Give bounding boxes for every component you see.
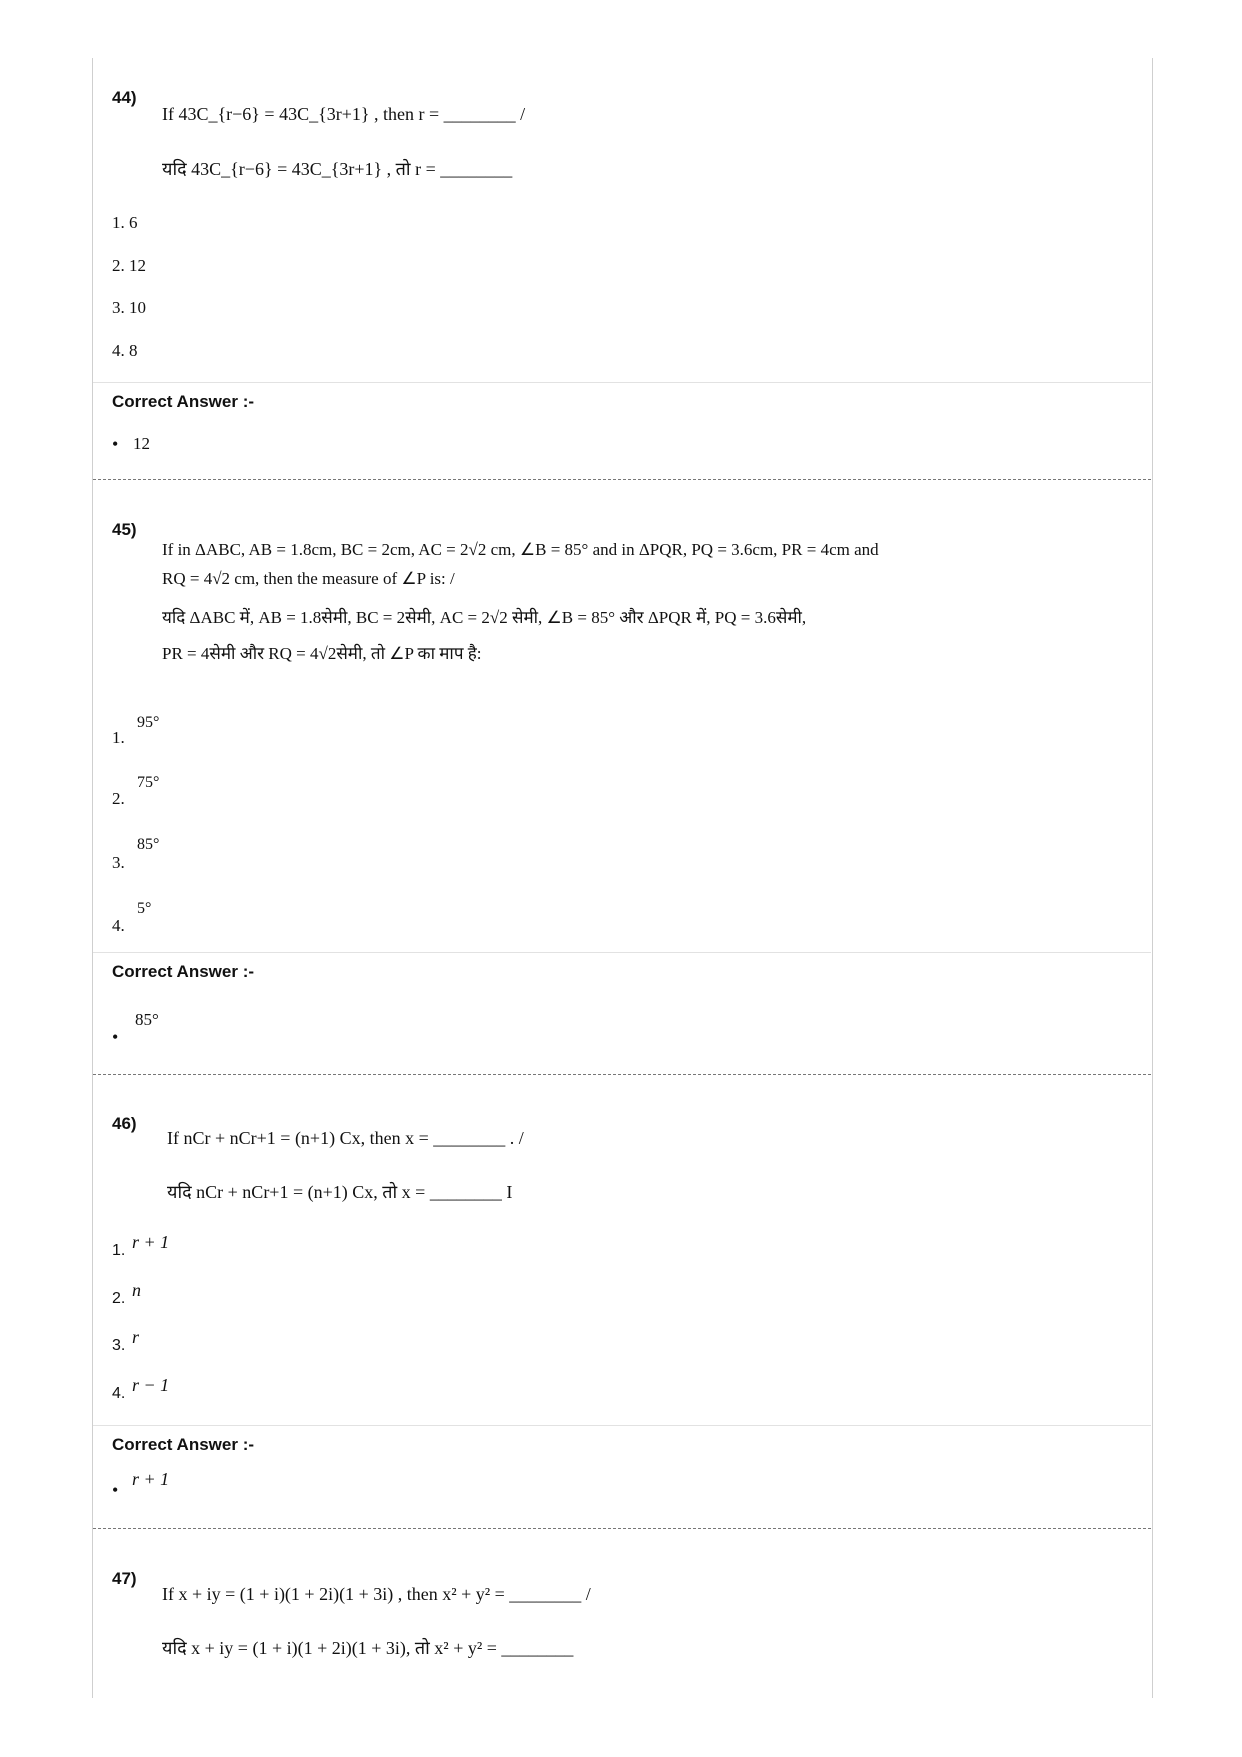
- bullet-icon: •: [112, 434, 119, 454]
- option: 3. 10: [112, 298, 146, 317]
- correct-answer-label: Correct Answer :-: [112, 962, 255, 981]
- question-text-hi: यदि ΔABC में, AB = 1.8सेमी, BC = 2सेमी, AC = 2√2 सेमी, ∠B = 85° और ΔPQR में, PQ = 3.6सेमी,: [162, 608, 807, 627]
- option-number: 3.: [112, 1337, 126, 1354]
- question-separator: [93, 1528, 1151, 1529]
- question-number: 44): [112, 88, 137, 107]
- correct-answer-value: r + 1: [132, 1469, 170, 1489]
- option-number: 4.: [112, 916, 125, 935]
- option-value: r − 1: [132, 1375, 170, 1395]
- option: 1. 6: [112, 213, 138, 232]
- option-number: 4.: [112, 1385, 126, 1402]
- question-text-hi: यदि nCr + nCr+1 = (n+1) Cx, तो x = ________ I: [167, 1182, 513, 1202]
- bullet-icon: •: [112, 1480, 119, 1500]
- option-value: 85°: [137, 836, 160, 853]
- option-number: 1.: [112, 1242, 126, 1259]
- option-value: 75°: [137, 774, 160, 791]
- option: 2. 12: [112, 256, 146, 275]
- correct-answer-value: 85°: [135, 1010, 159, 1029]
- correct-answer-label: Correct Answer :-: [112, 392, 255, 411]
- option-value: 5°: [137, 900, 152, 917]
- divider: [93, 952, 1151, 953]
- option-number: 3.: [112, 853, 125, 872]
- question-text-hi: यदि x + iy = (1 + i)(1 + 2i)(1 + 3i), तो x² + y² = ________: [162, 1638, 574, 1658]
- option: 4. 8: [112, 341, 138, 360]
- question-text-en: RQ = 4√2 cm, then the measure of ∠P is: /: [162, 569, 455, 588]
- option-value: n: [132, 1280, 141, 1300]
- question-number: 47): [112, 1569, 137, 1588]
- correct-answer-value: 12: [133, 434, 150, 453]
- question-text-en: If x + iy = (1 + i)(1 + 2i)(1 + 3i) , then x² + y² = ________ /: [162, 1584, 591, 1604]
- option-number: 2.: [112, 1290, 126, 1307]
- question-text-en: If 43C_{r−6} = 43C_{3r+1} , then r = ________ /: [162, 104, 526, 124]
- divider: [93, 1425, 1151, 1426]
- option-value: r + 1: [132, 1232, 170, 1252]
- question-separator: [93, 479, 1151, 480]
- option-number: 1.: [112, 728, 125, 747]
- question-number: 46): [112, 1114, 137, 1133]
- question-text-en: If in ΔABC, AB = 1.8cm, BC = 2cm, AC = 2√2 cm, ∠B = 85° and in ΔPQR, PQ = 3.6cm, PR = 4cm and: [162, 540, 879, 559]
- option-number: 2.: [112, 789, 125, 808]
- question-number: 45): [112, 520, 137, 539]
- correct-answer-label: Correct Answer :-: [112, 1435, 255, 1454]
- option-value: 95°: [137, 714, 160, 731]
- question-text-hi: PR = 4सेमी और RQ = 4√2सेमी, तो ∠P का माप है:: [162, 644, 482, 663]
- question-text-en: If nCr + nCr+1 = (n+1) Cx, then x = ________ . /: [167, 1128, 524, 1148]
- question-separator: [93, 1074, 1151, 1075]
- divider: [93, 382, 1151, 383]
- question-text-hi: यदि 43C_{r−6} = 43C_{3r+1} , तो r = ________: [162, 159, 513, 179]
- option-value: r: [132, 1327, 140, 1347]
- bullet-icon: •: [112, 1027, 119, 1047]
